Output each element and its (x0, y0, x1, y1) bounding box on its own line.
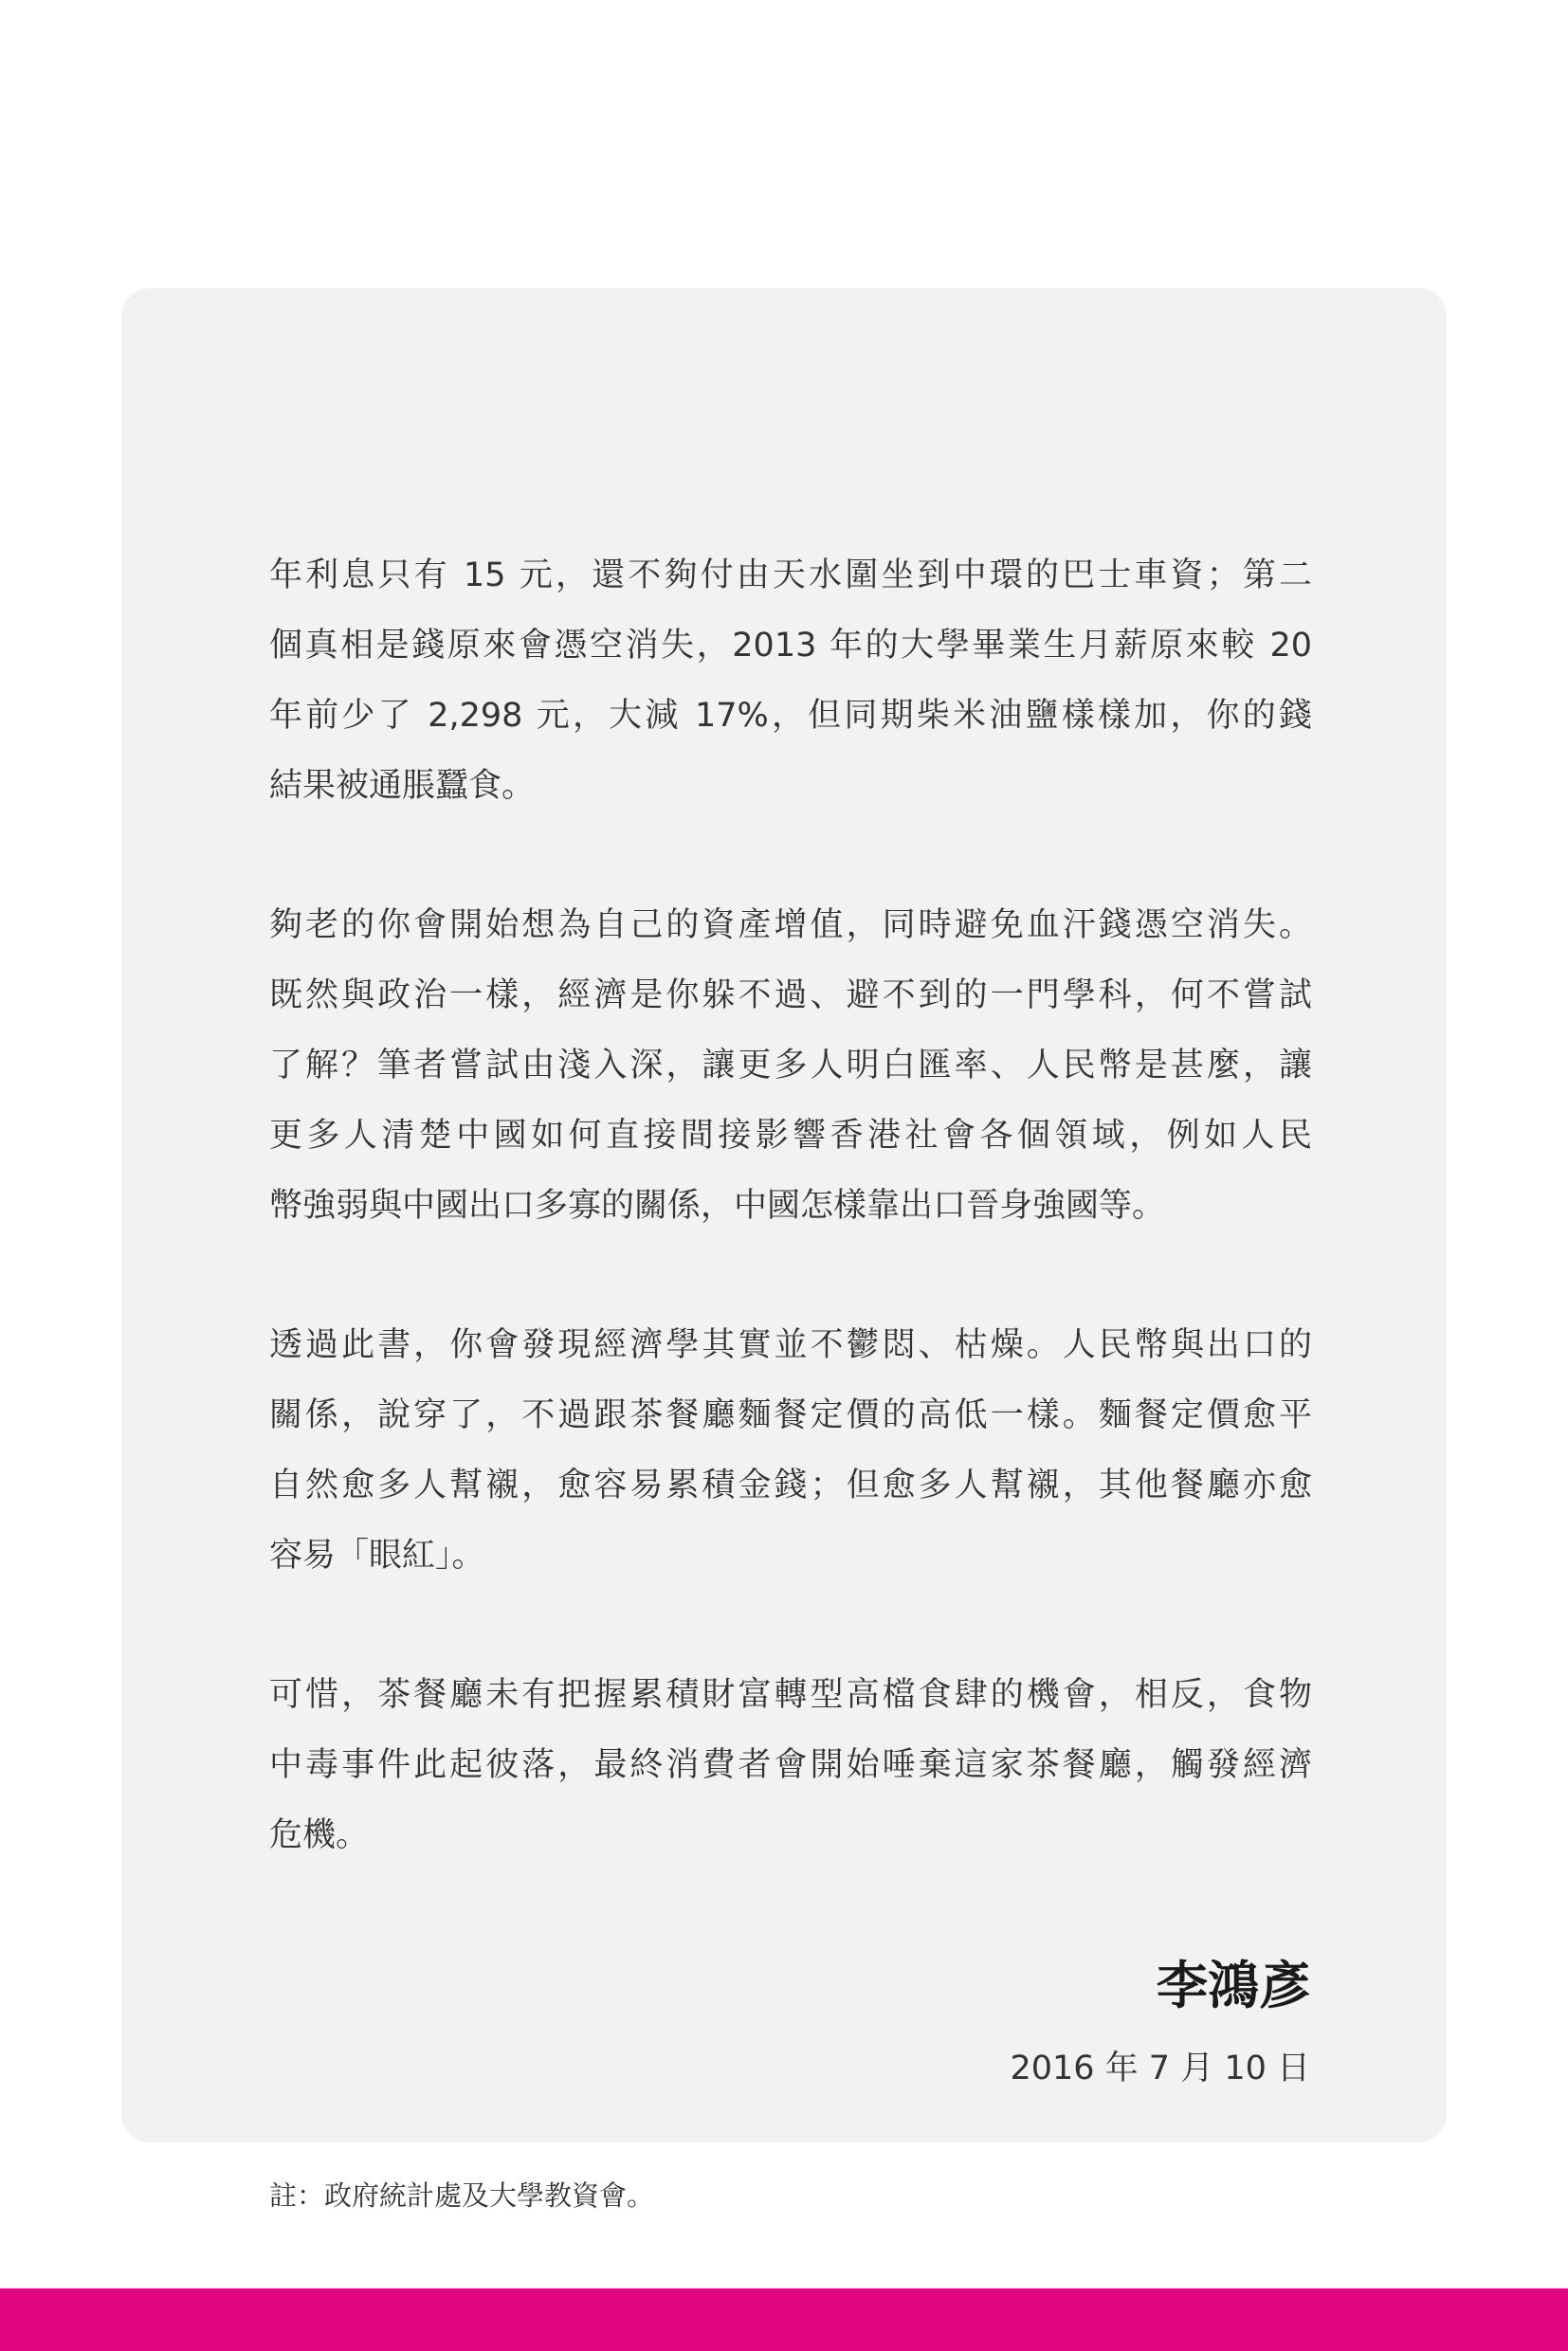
text-line: 關係，說穿了，不過跟茶餐廳麵餐定價的高低一樣。麵餐定價愈平 (269, 1396, 1312, 1434)
text-line: 年利息只有 15 元，還不夠付由天水圍坐到中環的巴士車資；第二 (269, 556, 1312, 594)
text-line: 透過此書，你會發現經濟學其實並不鬱悶、枯燥。人民幣與出口的 (269, 1326, 1312, 1364)
text-line: 更多人清楚中國如何直接間接影響香港社會各個領域，例如人民 (269, 1117, 1312, 1155)
text-line: 容易「眼紅」。 (269, 1537, 485, 1575)
paragraph-4 (269, 1660, 1312, 1870)
author-name: 李鴻彥 (1157, 1956, 1310, 2015)
footnote: 註：政府統計處及大學教資會。 (269, 2179, 655, 2212)
text-line: 結果被通脹蠶食。 (269, 767, 536, 805)
text-line: 了解？筆者嘗試由淺入深，讓更多人明白匯率、人民幣是甚麼，讓 (269, 1047, 1312, 1084)
text-line: 自然愈多人幫襯，愈容易累積金錢；但愈多人幫襯，其他餐廳亦愈 (269, 1467, 1312, 1504)
text-line: 危機。 (269, 1816, 370, 1854)
text-line: 個真相是錢原來會憑空消失，2013 年的大學畢業生月薪原來較 20 (269, 627, 1312, 665)
body-text (269, 540, 1312, 1940)
text-line: 幣強弱與中國出口多寡的關係，中國怎樣靠出口晉身強國等。 (269, 1187, 1166, 1225)
paragraph-3 (269, 1310, 1312, 1591)
text-line: 中毒事件此起彼落，最終消費者會開始唾棄這家茶餐廳，觸發經濟 (269, 1746, 1312, 1784)
text-line: 年前少了 2,298 元，大減 17%，但同期柴米油鹽樣樣加，你的錢 (269, 697, 1312, 735)
text-line: 夠老的你會開始想為自己的資產增值，同時避免血汗錢憑空消失。 (269, 906, 1312, 944)
accent-bar (0, 2288, 1568, 2351)
text-line: 既然與政治一樣，經濟是你躲不過、避不到的一門學科，何不嘗試 (269, 976, 1312, 1014)
paragraph-2 (269, 890, 1312, 1241)
text-line: 可惜，茶餐廳未有把握累積財富轉型高檔食肆的機會，相反，食物 (269, 1676, 1312, 1714)
paragraph-1 (269, 540, 1312, 821)
signature-block (1010, 1948, 1310, 2102)
signature-date: 2016 年 7 月 10 日 (1010, 2050, 1310, 2087)
